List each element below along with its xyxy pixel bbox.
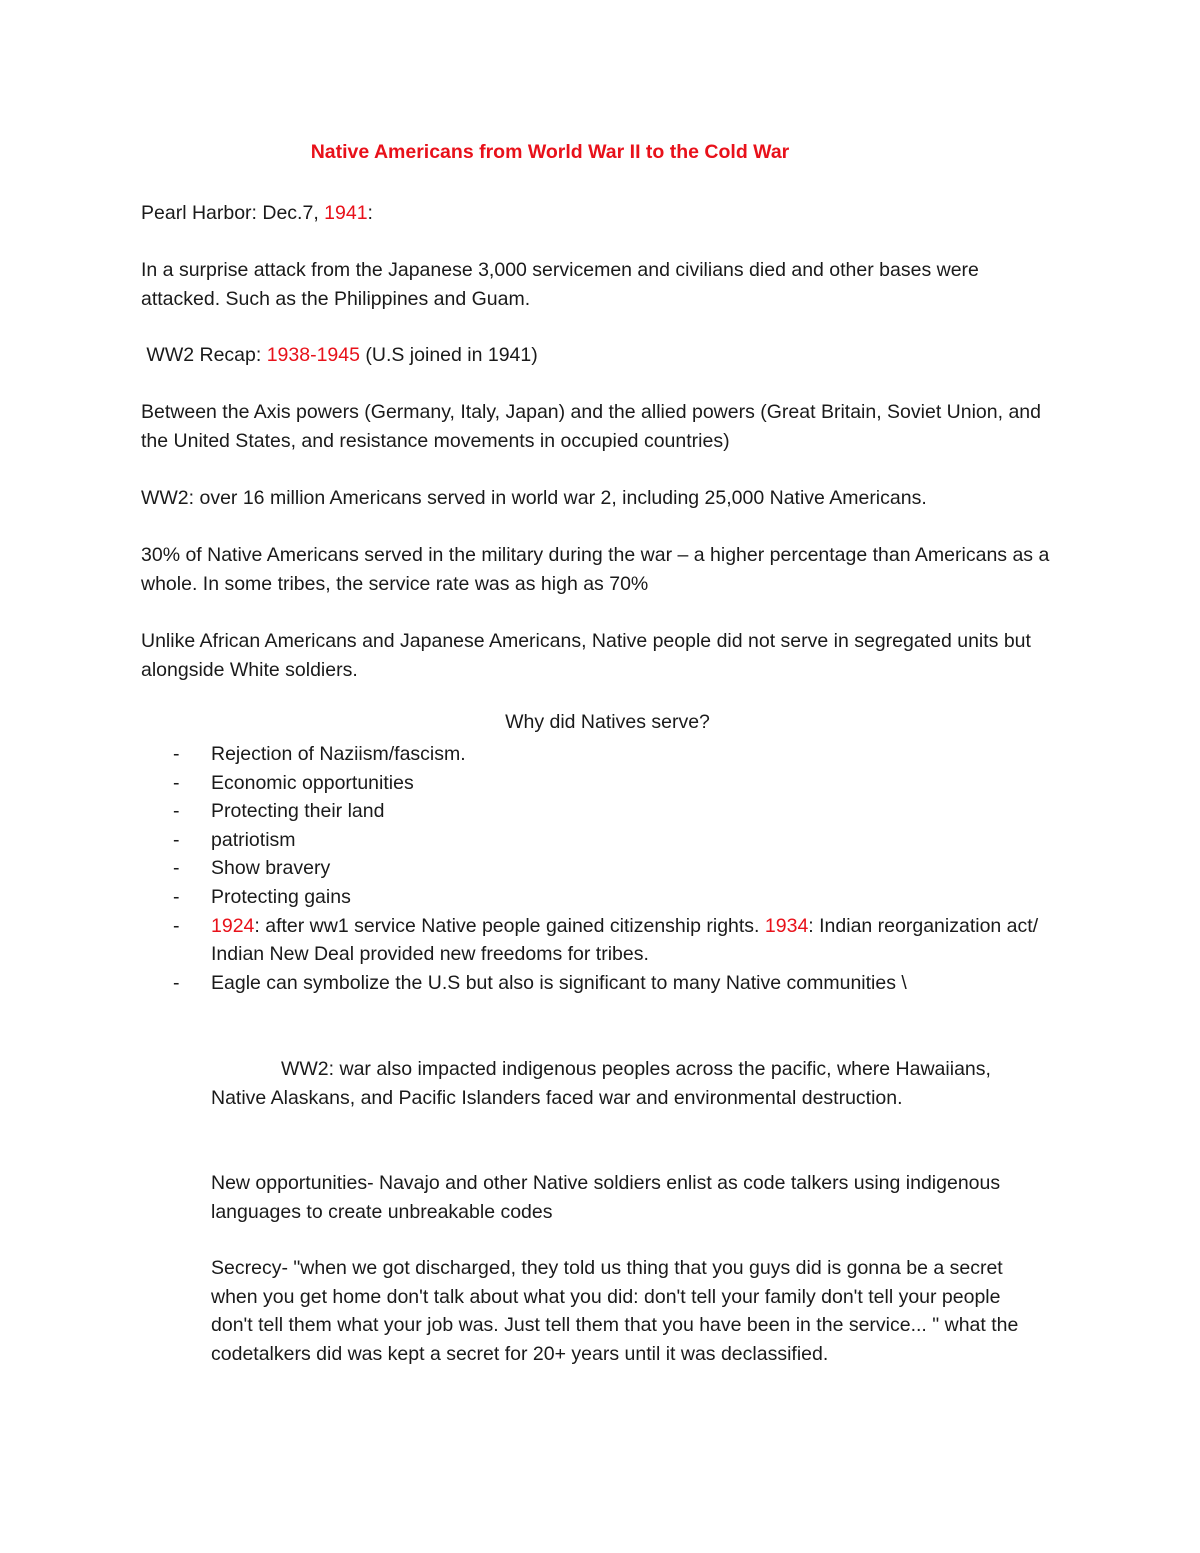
list-item-citizenship [141, 912, 1041, 969]
secrecy-paragraph: Secrecy- "when we got discharged, they told us thing that you guys did is gonna be a secret when you get home don't talk about what you did: don't tell your family don't tell your people don't tell them what your job was. Just tell them that you have been in the service... " what the codetalkers did was kept a secret for 20+ years until it was declassified. [211, 1257, 1019, 1365]
list-item [141, 826, 1041, 855]
dash-bullet: - [173, 857, 180, 880]
recap-prefix: WW2 Recap: [141, 344, 267, 366]
list-item [141, 797, 1041, 826]
reorganization-text: : Indian reorganization act/ Indian New Deal provided new freedoms for tribes. [211, 914, 1039, 966]
dash-bullet: - [173, 800, 180, 823]
list-item [141, 740, 1041, 769]
unlike-paragraph: Unlike African Americans and Japanese Americans, Native people did not serve in segregated units but alongside White soldiers. [141, 630, 1031, 681]
dash-bullet: - [173, 914, 180, 937]
recap-line [141, 341, 1061, 370]
recap-suffix: (U.S joined in 1941) [359, 344, 538, 366]
dash-bullet: - [173, 885, 180, 908]
served-paragraph: WW2: over 16 million Americans served in world war 2, including 25,000 Native Americans. [141, 487, 927, 509]
why-heading: Why did Natives serve? [505, 711, 710, 733]
dash-bullet: - [173, 828, 180, 851]
list-item-text: Economic opportunities [211, 771, 414, 794]
list-item-text: patriotism [211, 828, 296, 851]
list-item-text: Rejection of Naziism/fascism. [211, 743, 466, 765]
reasons-list [141, 740, 1041, 997]
list-item-text: Protecting gains [211, 885, 351, 908]
pearl-harbor-line [141, 199, 1061, 228]
citizenship-year-1934: 1934 [764, 914, 809, 937]
list-item [141, 769, 1041, 798]
code-talkers-paragraph: New opportunities- Navajo and other Native soldiers enlist as code talkers using indigenous languages to create unbreakable codes [211, 1172, 1001, 1223]
citizenship-year-1924: 1924 [211, 914, 255, 937]
document-title: Native Americans from World War II to the Cold War [310, 141, 790, 163]
list-item-text: Protecting their land [211, 800, 385, 823]
dash-bullet: - [173, 771, 180, 794]
axis-paragraph: Between the Axis powers (Germany, Italy, Japan) and the allied powers (Great Britain, Soviet Union, and the United States, and resistance movements in occupied countries) [141, 401, 1041, 452]
pearl-suffix: : [367, 202, 373, 224]
list-item-eagle [141, 969, 1041, 998]
pacific-paragraph: WW2: war also impacted indigenous peoples across the pacific, where Hawaiians, Native Alaskans, and Pacific Islanders faced war and environmental destruction. [211, 1058, 991, 1109]
list-item [141, 883, 1041, 912]
pearl-year: 1941 [324, 202, 368, 224]
list-item-text: Show bravery [211, 857, 331, 880]
dash-bullet: - [173, 971, 180, 994]
dash-bullet: - [173, 743, 180, 765]
pearl-prefix: Pearl Harbor: Dec.7, [141, 202, 325, 224]
list-item [141, 854, 1041, 883]
eagle-text: Eagle can symbolize the U.S but also is significant to many Native communities \ [211, 971, 907, 994]
citizenship-text: : after ww1 service Native people gained citizenship rights. [254, 914, 765, 937]
percent-paragraph: 30% of Native Americans served in the military during the war – a higher percentage than Americans as a whole. In some tribes, the service rate was as high as 70% [141, 544, 1050, 595]
recap-years: 1938-1945 [266, 344, 360, 366]
attack-paragraph: In a surprise attack from the Japanese 3,000 servicemen and civilians died and other bases were attacked. Such as the Philippines and Guam. [141, 259, 979, 310]
